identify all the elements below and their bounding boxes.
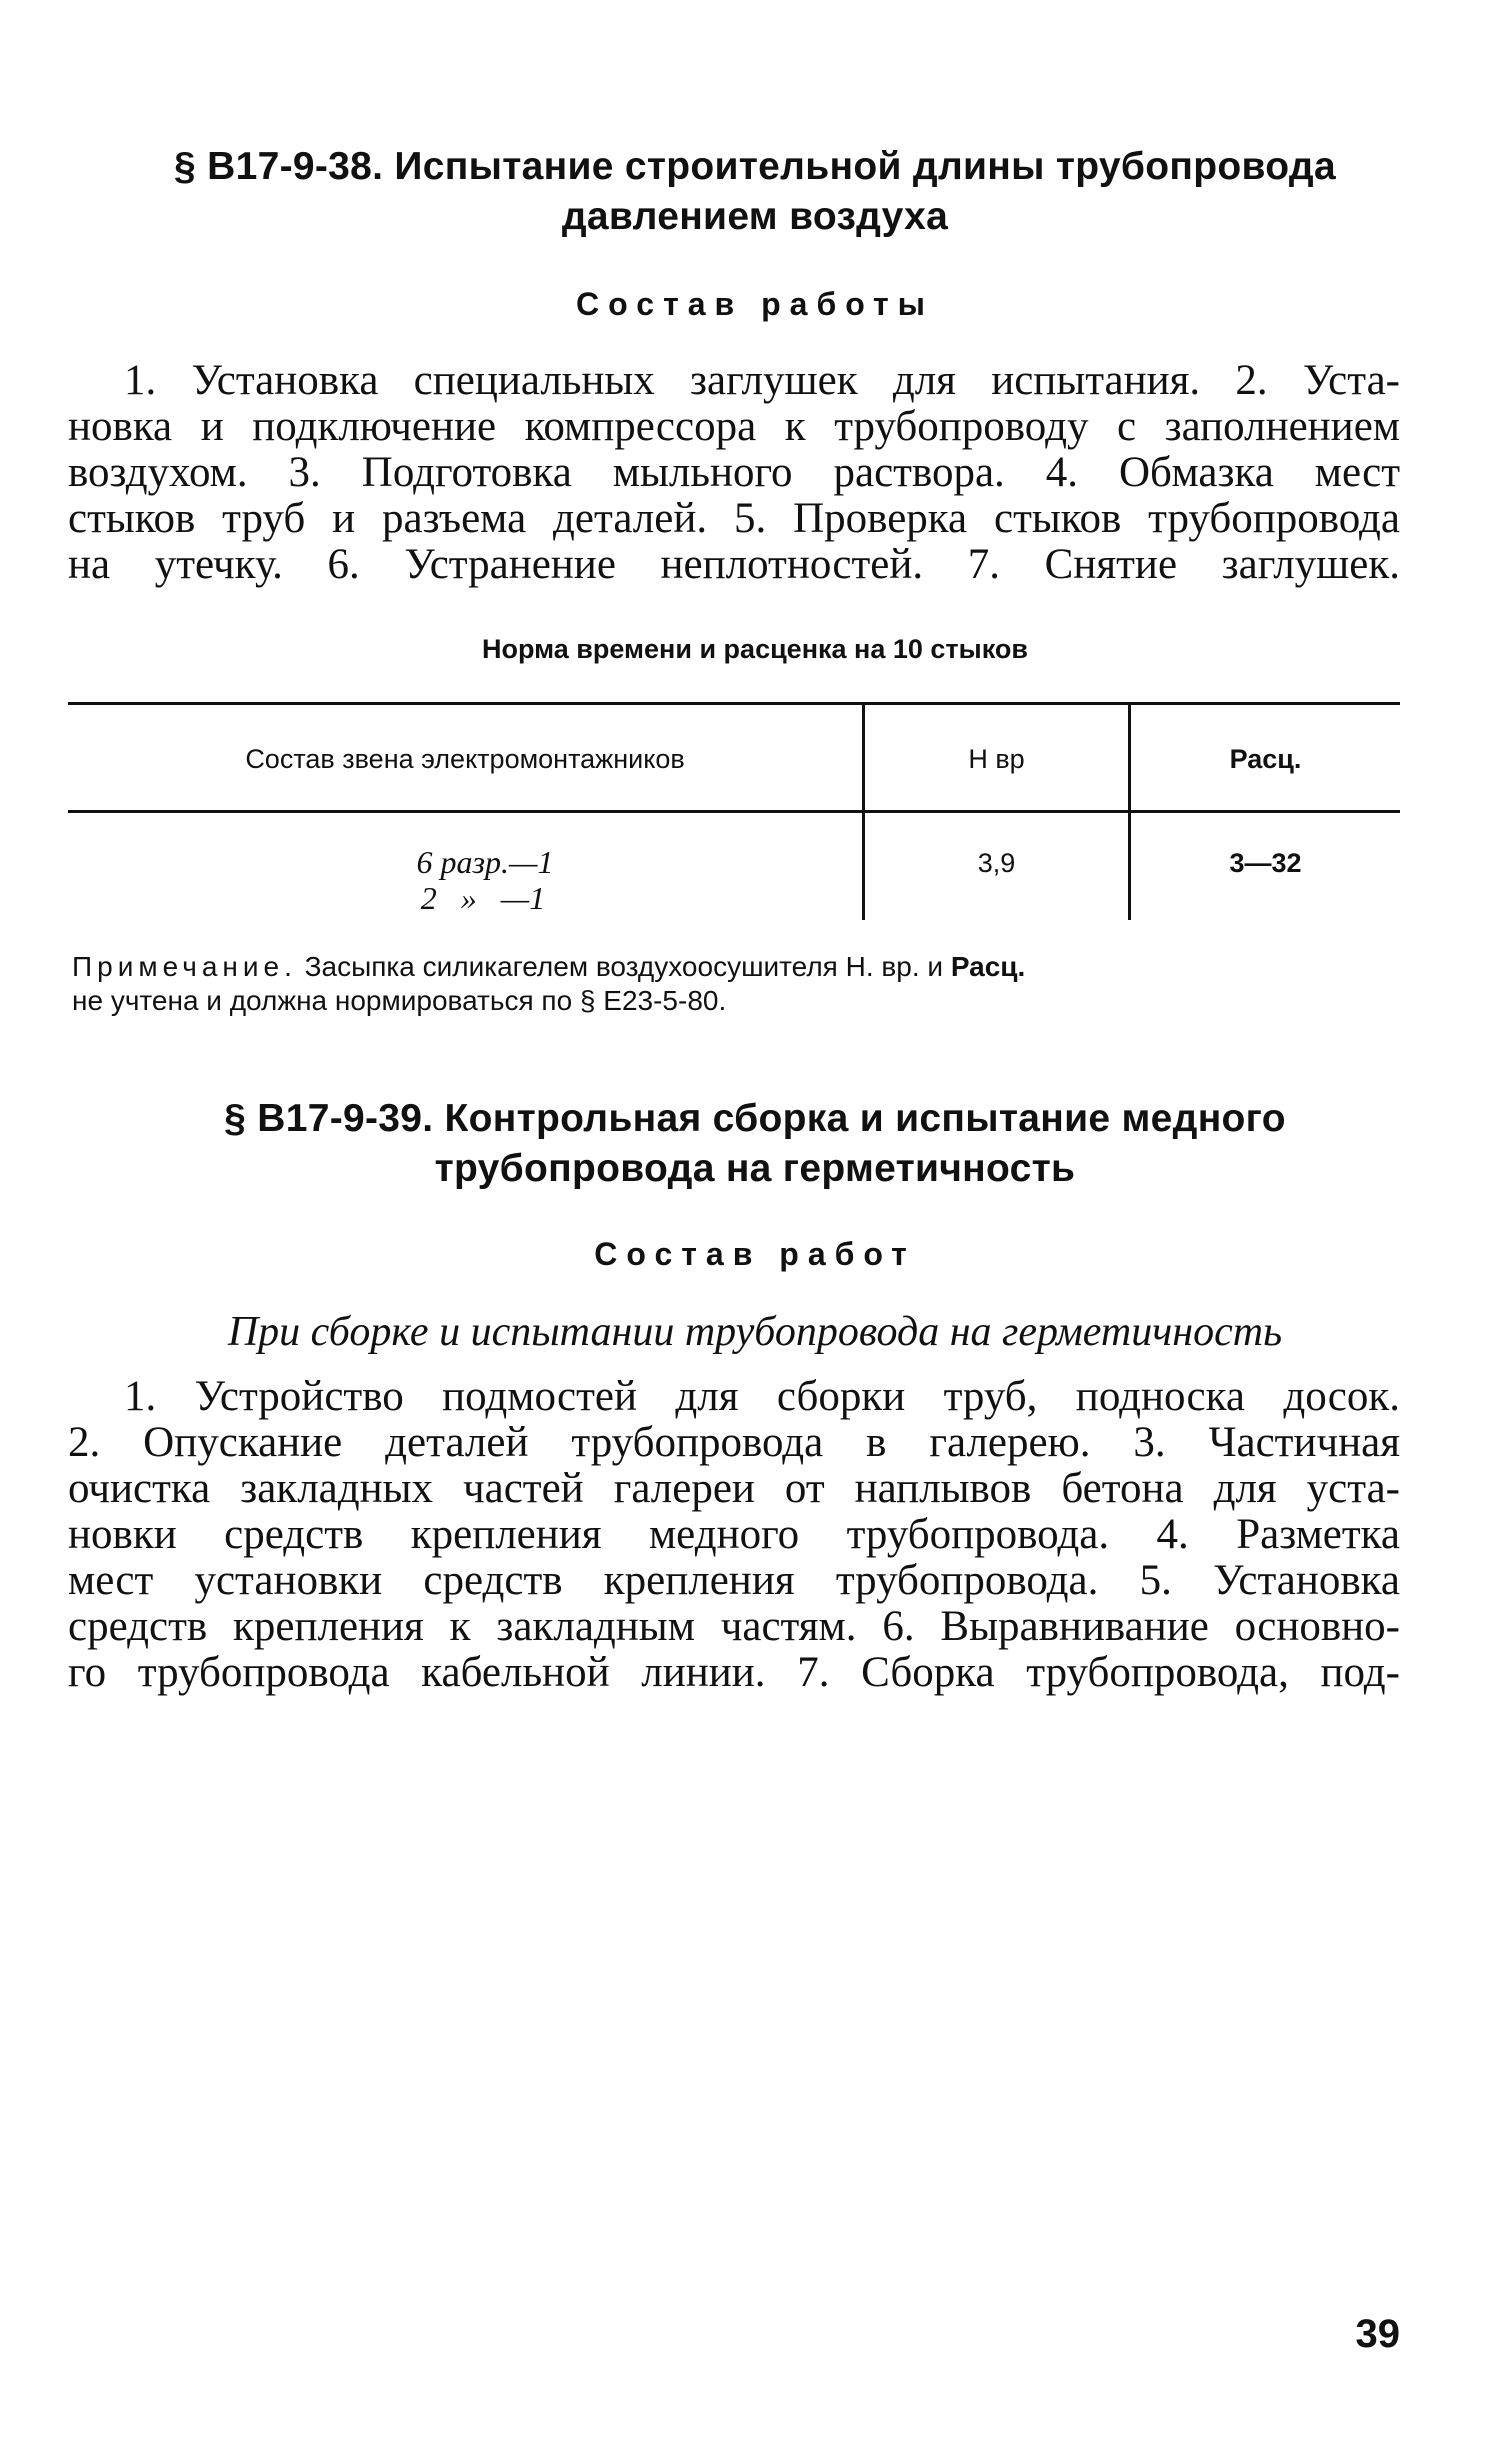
section-title-line: давлением воздуха: [561, 195, 949, 238]
paragraph-line: очистка закладных частей галереи от наплывов бетона для уста-: [68, 1465, 1400, 1512]
paragraph-line: стыков труб и разъема деталей. 5. Проверка стыков трубопровода: [68, 495, 1400, 542]
work-composition-paragraph: [68, 1374, 1400, 1696]
paragraph-line: воздухом. 3. Подготовка мыльного раствора. 4. Обмазка мест: [68, 449, 1400, 496]
work-subheading: При сборке и испытании трубопровода на герметичность: [227, 1309, 1283, 1355]
crew-line: 6 разр.—1: [416, 844, 554, 880]
note-bold-word: Расц.: [950, 951, 1026, 982]
table-cell-rate: 3—32: [1229, 848, 1302, 878]
paragraph-line: средств крепления к закладным частям. 6. Выравнивание основно-: [68, 1603, 1400, 1650]
work-composition-heading: Состав работы: [576, 286, 934, 322]
table-header-norm: Н вр: [968, 744, 1025, 774]
note-text: Засыпка силикагелем воздухоосушителя Н. вр. и: [296, 951, 951, 982]
table-cell-crew: [300, 844, 630, 916]
crew-line: 2 » —1: [420, 880, 546, 916]
note-line: [72, 950, 1400, 984]
paragraph-line: 1. Устройство подмостей для сборки труб, подноска досок.: [124, 1373, 1400, 1420]
paragraph-line: 2. Опускание деталей трубопровода в галерею. 3. Частичная: [68, 1419, 1400, 1466]
work-composition-paragraph: [68, 358, 1400, 588]
table-top-rule: [68, 702, 1400, 705]
paragraph-line: мест установки средств крепления трубопровода. 5. Установка: [68, 1557, 1400, 1604]
table-header-rate: Расц.: [1229, 744, 1302, 774]
note-label: Примечание.: [72, 951, 297, 982]
table-cell-norm: 3,9: [977, 848, 1016, 878]
work-composition-heading: Состав работ: [594, 1236, 916, 1272]
note-line: не учтена и должна нормироваться по § Е23-5-80.: [72, 985, 727, 1016]
paragraph-line: новка и подключение компрессора к трубопроводу с заполнением: [68, 403, 1400, 450]
paragraph-line: го трубопровода кабельной линии. 7. Сборка трубопровода, под-: [68, 1649, 1400, 1696]
table-header-crew: Состав звена электромонтажников: [245, 744, 685, 774]
table-column-divider: [1128, 705, 1131, 920]
paragraph-line: 1. Установка специальных заглушек для испытания. 2. Уста-: [124, 357, 1400, 404]
section-title-line: § В17-9-39. Контрольная сборка и испытание медного: [224, 1097, 1286, 1140]
section-title-line: трубопровода на герметичность: [434, 1147, 1076, 1190]
section-title-line: § В17-9-38. Испытание строительной длины трубопровода: [174, 145, 1336, 188]
table-column-divider: [862, 705, 865, 920]
paragraph-line: на утечку. 6. Устранение неплотностей. 7. Снятие заглушек.: [68, 541, 1400, 588]
section-title-b17-9-39: [110, 1094, 1400, 1194]
section-title-b17-9-38: [110, 142, 1400, 242]
table-note: [72, 950, 1400, 1018]
table-header-rule: [68, 810, 1400, 813]
paragraph-line: новки средств крепления медного трубопровода. 4. Разметка: [68, 1511, 1400, 1558]
table-caption: Норма времени и расценка на 10 стыков: [482, 634, 1028, 664]
page-number: 39: [1355, 2312, 1400, 2356]
